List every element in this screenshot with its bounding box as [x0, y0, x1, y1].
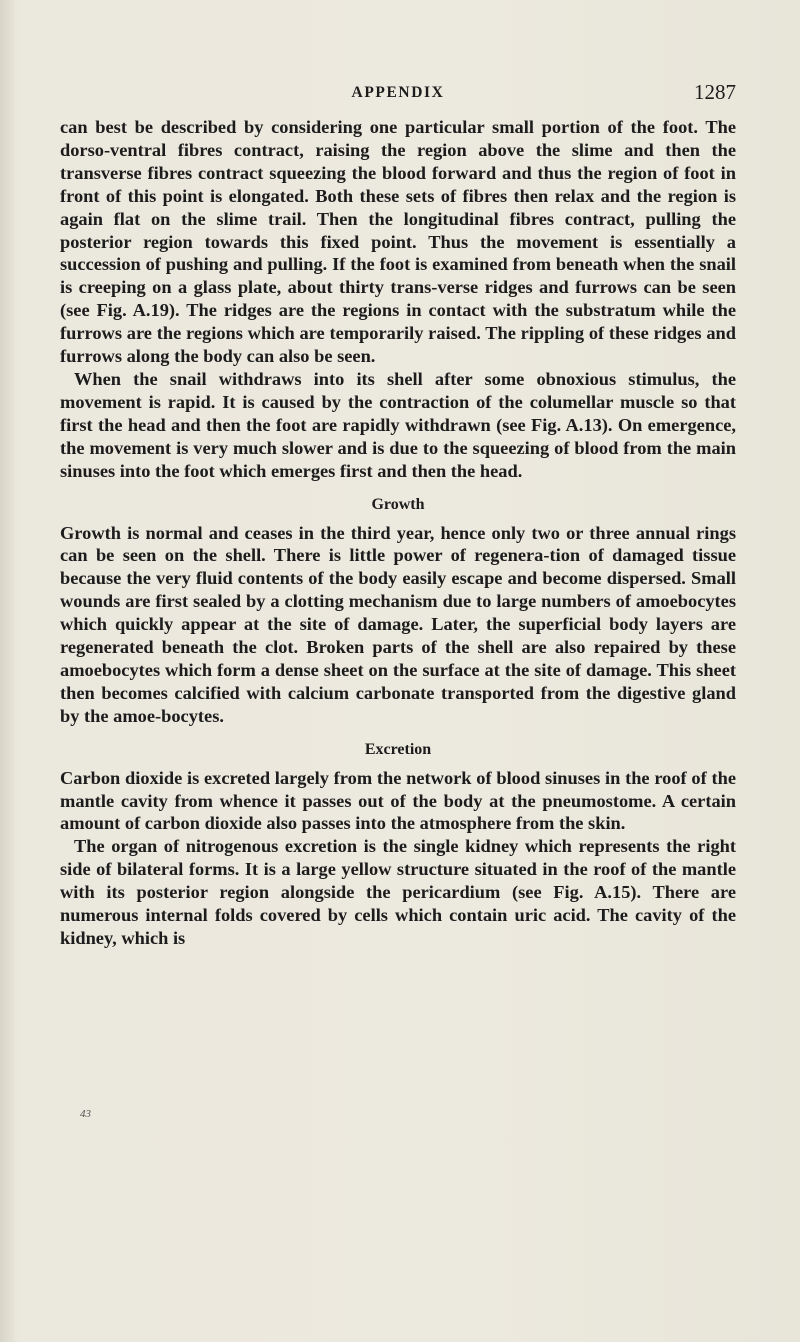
section-heading-excretion: Excretion — [364, 740, 432, 758]
paragraph-excretion-kidney: The organ of nitrogenous excretion is the single kidney which represents the right side of bilateral forms. It is a large yellow structure situated in the roof of the mantle with its posterior region alongside the pericardium (see Fig. A.15). There are numerous internal folds covered by cells which contain uric acid. The cavity of the kidney, which is — [60, 836, 736, 948]
signature-mark: 43 — [80, 1108, 91, 1120]
paragraph-growth: Growth is normal and ceases in the third year, hence only two or three annual rings can be seen on the shell. There is little power of regenera-tion of damaged tissue because the very fluid contents of the body easily escape and become dispersed. Small wounds are first sealed by a clotting mechanism due to large numbers of amoebocytes which quickly appear at the site of damage. Later, the superficial body layers are regenerated beneath the clot. Broken parts of the shell are also repaired by these amoebocytes which form a dense sheet on the surface at the site of damage. This sheet then becomes calcified with calcium carbonate transported from the digestive gland by the amoe-bocytes. — [60, 522, 736, 726]
page-number: 1287 — [694, 80, 736, 104]
paragraph-locomotion: can best be described by considering one particular small portion of the foot. The dorso-ventral fibres contract, raising the region above the slime and then the transverse fibres contract squeezing the blood forward and thus the region of foot in front of this point is elongated. Both these sets of fibres then relax and the region is again flat on the slime trail. Then the longitudinal fibres contract, pulling the posterior region towards this fixed point. Thus the movement is essentially a succession of pushing and pulling. If the foot is examined from beneath when the snail is creeping on a glass plate, about thirty trans-verse ridges and furrows can be seen (see Fig. A.19). The ridges are the regions in contact with the substratum while the furrows are the regions which are temporarily raised. The rippling of these ridges and furrows along the body can also be seen. — [60, 117, 736, 367]
page-body — [60, 116, 736, 950]
paragraph-withdrawal: When the snail withdraws into its shell after some obnoxious stimulus, the movement is rapid. It is caused by the contraction of the columellar muscle so that first the head and then the foot are rapidly withdrawn (see Fig. A.13). On emergence, the movement is very much slower and is due to the squeezing of blood from the main sinuses into the foot which emerges first and then the head. — [60, 368, 736, 481]
page-header — [60, 78, 736, 108]
page-gutter — [0, 0, 14, 1342]
section-heading-growth: Growth — [371, 495, 425, 513]
paragraph-excretion-co2: Carbon dioxide is excreted largely from the network of blood sinuses in the roof of the mantle cavity from whence it passes out of the body at the pneumostome. A certain amount of carbon dioxide also passes into the atmosphere from the skin. — [60, 767, 736, 834]
running-head: APPENDIX — [351, 84, 445, 101]
